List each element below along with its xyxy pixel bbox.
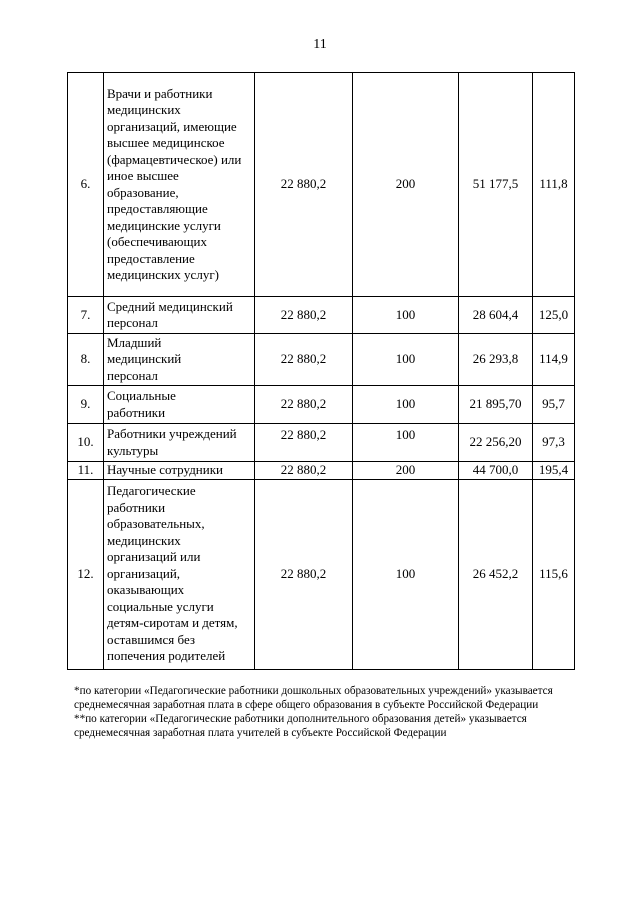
value-cell: 21 895,70: [459, 386, 533, 424]
value-cell: 44 700,0: [459, 462, 533, 480]
category-name: Научные сотрудники: [104, 462, 255, 480]
footnote-2: **по категории «Педагогические работники дополнительного образования детей» указывается среднемесячная заработная плата учителей в субъекте Российской Федерации: [74, 713, 527, 739]
value-cell: 125,0: [533, 297, 575, 334]
value-cell: 100: [353, 386, 459, 424]
value-cell: 26 452,2: [459, 479, 533, 669]
category-name: Работники учреждений культуры: [104, 424, 255, 462]
category-name: Социальные работники: [104, 386, 255, 424]
value-cell: 100: [353, 479, 459, 669]
category-name: Педагогические работники образовательных, медицинских организаций или организаций, оказывающих социальные услуги детям-сиротам и детям, оставшимся без попечения родителей: [104, 479, 255, 669]
row-number: 11.: [68, 462, 104, 480]
value-cell: 100: [353, 297, 459, 334]
table-row: [68, 462, 575, 480]
row-number: 10.: [68, 424, 104, 462]
value-cell: 100: [353, 334, 459, 386]
value-cell: 22 880,2: [255, 297, 353, 334]
value-cell: 111,8: [533, 73, 575, 297]
category-name: Младший медицинский персонал: [104, 334, 255, 386]
value-cell: 195,4: [533, 462, 575, 480]
category-name: Средний медицинский персонал: [104, 297, 255, 334]
value-cell: 22 880,2: [255, 462, 353, 480]
table-row: [68, 386, 575, 424]
value-cell: 28 604,4: [459, 297, 533, 334]
table-row: [68, 424, 575, 462]
row-number: 7.: [68, 297, 104, 334]
value-cell: 200: [353, 462, 459, 480]
value-cell: 22 880,2: [255, 73, 353, 297]
value-cell: 100: [353, 424, 459, 462]
page-number: 11: [313, 37, 327, 52]
value-cell: 97,3: [533, 424, 575, 462]
value-cell: 115,6: [533, 479, 575, 669]
table-row: [68, 334, 575, 386]
row-number: 6.: [68, 73, 104, 297]
data-table: [67, 72, 575, 670]
row-number: 9.: [68, 386, 104, 424]
table-row: [68, 297, 575, 334]
category-name: Врачи и работники медицинских организаций, имеющие высшее медицинское (фармацевтическое) или иное высшее образование, предоставляющие медицинские услуги (обеспечивающих предоставление медицинских услуг): [104, 73, 255, 297]
value-cell: 22 880,2: [255, 334, 353, 386]
value-cell: 200: [353, 73, 459, 297]
footnote-1: *по категории «Педагогические работники дошкольных образовательных учреждений» указывается среднемесячная заработная плата в сфере общего образования в субъекте Российской Федерации: [74, 685, 553, 711]
value-cell: 22 880,2: [255, 479, 353, 669]
row-number: 8.: [68, 334, 104, 386]
footnotes: [74, 684, 594, 740]
value-cell: 114,9: [533, 334, 575, 386]
table-row: [68, 479, 575, 669]
value-cell: 22 880,2: [255, 424, 353, 462]
value-cell: 51 177,5: [459, 73, 533, 297]
value-cell: 22 880,2: [255, 386, 353, 424]
value-cell: 26 293,8: [459, 334, 533, 386]
row-number: 12.: [68, 479, 104, 669]
table-row: [68, 73, 575, 297]
value-cell: 95,7: [533, 386, 575, 424]
value-cell: 22 256,20: [459, 424, 533, 462]
